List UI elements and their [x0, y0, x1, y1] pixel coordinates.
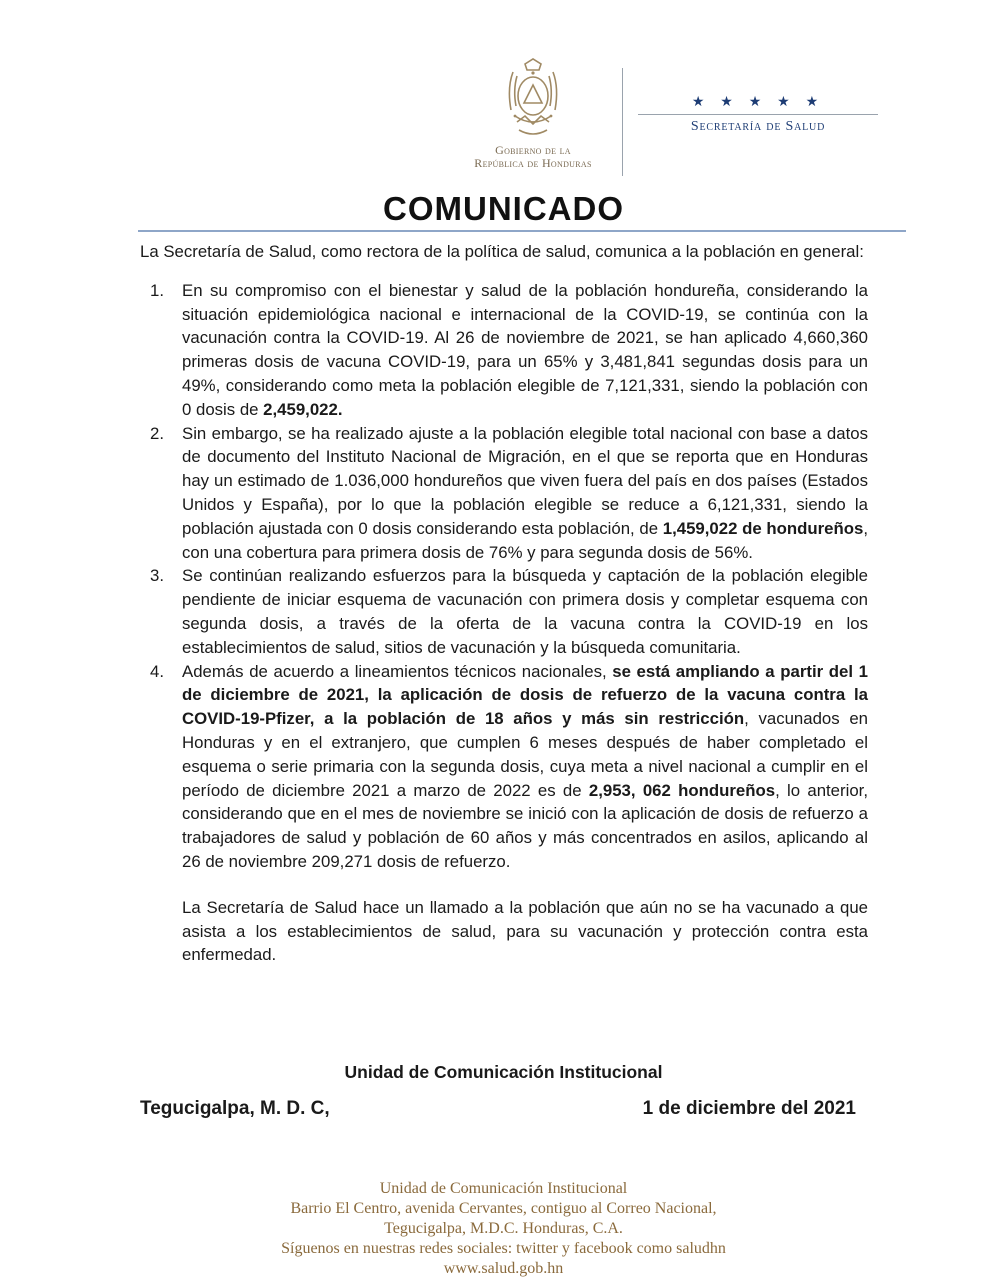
gov-line-1: Gobierno de la [495, 143, 571, 157]
item-bold: se está ampliando a partir del 1 de diciembre de 2021, la aplicación de dosis de refuerzo de la vacuna contra la COVID-19-Pfizer, a la población de 18 años y más sin restricción [182, 661, 868, 729]
date: 1 de diciembre del 2021 [642, 1098, 856, 1119]
footer-line-2: Barrio El Centro, avenida Cervantes, contiguo al Correo Nacional, [290, 1200, 717, 1217]
list-item [140, 422, 868, 565]
item-number: 3. [150, 566, 164, 586]
government-logo [448, 58, 618, 170]
intro-paragraph [140, 240, 868, 264]
points-list [140, 279, 868, 874]
item-number: 1. [150, 280, 164, 300]
list-item [140, 564, 868, 659]
intro-lead: La Secretaría de Salud [140, 242, 312, 261]
item-text: Se continúan realizando esfuerzos para la búsqueda y captación de la población elegible pendiente de iniciar esquema de vacunación con primera dosis y completar esquema con segunda dosis, a través de la oferta de la vacuna contra la COVID-19 en los establecimientos de salud, sitios de vacunación y la búsqueda comunitaria. [182, 566, 868, 657]
closing-paragraph: La Secretaría de Salud hace un llamado a la población que aún no se ha vacunado a que asista a los establecimientos de salud, para su vacunación y protección contra esta enfermedad. [182, 897, 868, 965]
item-number: 2. [150, 423, 164, 443]
item-text: En su compromiso con el bienestar y salud de la población hondureña, considerando la situación epidemiológica nacional e internacional de la COVID-19, se continúa con la vacunación contra la COVID-19. Al 26 de noviembre de 2021, se han aplicado 4,660,360 primeras dosis de vacuna COVID-19, para un 65% y 3,481,841 segundas dosis para un 49%, considerando como meta la población elegible de 7,121,331, siendo la población con 0 dosis de [182, 280, 868, 419]
item-text: , vacunados en Honduras y en el extranjero, que cumplen 6 meses después de haber completado el esquema o serie primaria con la segunda dosis, cuya meta a nivel nacional a cumplir en el período de diciembre 2021 a marzo de 2022 es de [182, 709, 868, 800]
stars-icon: ★ ★ ★ ★ ★ [691, 93, 825, 109]
footer-line-4: Síguenos en nuestras redes sociales: twitter y facebook como saludhn [281, 1240, 726, 1257]
item-text: , lo anterior, considerando que en el mes de noviembre se inició con la aplicación de dosis de refuerzo a trabajadores de salud y población de 60 años y más concentrados en asilos, aplicando al 26 de noviembre 209,271 dosis de refuerzo. [182, 780, 868, 871]
footer [0, 1179, 1007, 1279]
footer-line-3: Tegucigalpa, M.D.C. Honduras, C.A. [384, 1220, 623, 1237]
intro-rest: , como rectora de la política de salud, comunica a la población en general: [311, 242, 864, 261]
item-text: Además de acuerdo a lineamientos técnicos nacionales, [182, 661, 613, 681]
item-text: Sin embargo, se ha realizado ajuste a la población elegible total nacional con base a datos de documento del Instituto Nacional de Migración, en el que se reporta que en Honduras hay un estimado de 1.036,000 hondureños que viven fuera del país en dos países (Estados Unidos y España), por lo que la población elegible se reduce a 6,121,331, siendo la población ajustada con 0 dosis considerando esta población, de [182, 423, 868, 538]
coat-of-arms-icon [495, 58, 571, 142]
item-bold: 1,459,022 de hondureños [662, 518, 864, 538]
item-bold: 2,459,022. [263, 399, 343, 419]
title-rule [138, 230, 906, 232]
communique-body [140, 240, 868, 967]
footer-line-1: Unidad de Comunicación Institucional [379, 1180, 628, 1197]
ministry-name: Secretaría de Salud [690, 119, 826, 134]
place-date [140, 1098, 856, 1120]
page-title: COMUNICADO [383, 190, 624, 227]
footer-website-link[interactable]: www.salud.gob.hn [443, 1260, 564, 1277]
gov-line-2: República de Honduras [474, 156, 592, 170]
government-name [448, 144, 618, 170]
ministry-rule [638, 114, 878, 115]
item-number: 4. [150, 661, 164, 681]
item-bold: 2,953, 062 hondureños [588, 780, 776, 800]
header-divider [622, 68, 623, 176]
signature-unit: Unidad de Comunicación Institucional [344, 1062, 663, 1082]
place: Tegucigalpa, M. D. C, [140, 1098, 330, 1119]
list-item [140, 660, 868, 874]
list-item [140, 279, 868, 422]
ministry-logo [638, 92, 878, 135]
item-text: , con una cobertura para primera dosis de 76% y para segunda dosis de 56%. [182, 518, 868, 562]
letterhead [0, 58, 1007, 178]
